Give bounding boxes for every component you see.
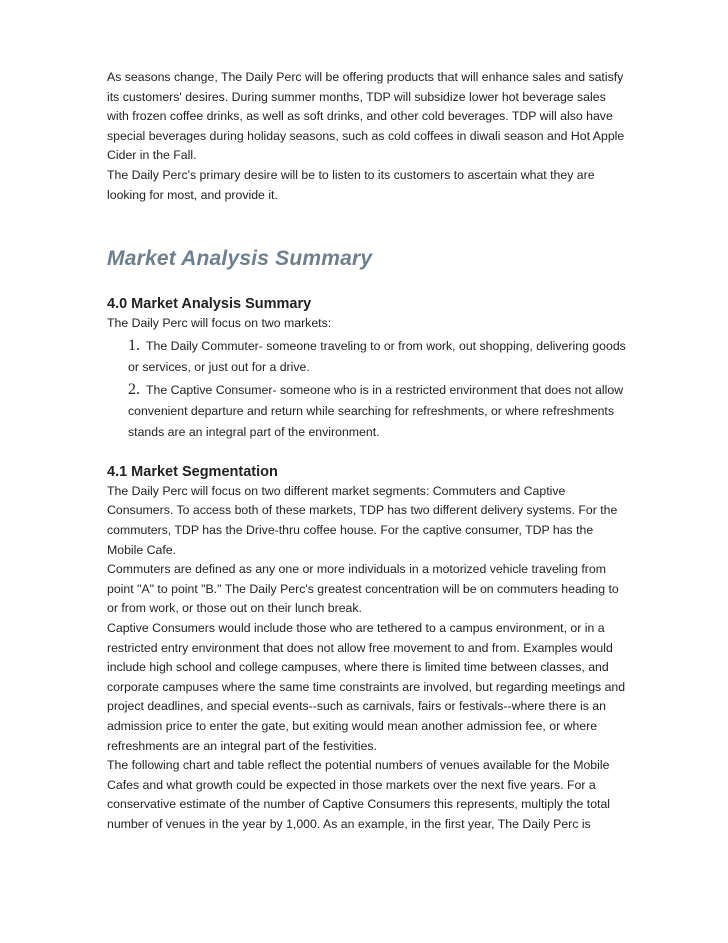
intro-paragraph: The Daily Perc's primary desire will be to listen to its customers to ascertain what they are looking for most, and provide it. — [107, 167, 595, 202]
segmentation-paragraph: The Daily Perc will focus on two different market segments: Commuters and Captive Consumers. To access both of these markets, TDP has two different delivery systems. For the commuters, TDP has the Drive-thru coffee house. For the captive consumer, TDP has the Mobile Cafe. — [107, 483, 618, 557]
list-item-text: The Captive Consumer- someone who is in a restricted environment that does not allow convenient departure and return while searching for refreshments, or where refreshments stands are an integral part of the environment. — [128, 382, 624, 440]
market-list-item — [128, 335, 627, 379]
market-list — [107, 335, 627, 444]
market-analysis-heading: 4.0 Market Analysis Summary — [107, 296, 312, 313]
intro-paragraph: As seasons change, The Daily Perc will be offering products that will enhance sales and satisfy its customers' desires. During summer months, TDP will subsidize lower hot beverage sales with frozen coffee drinks, as well as soft drinks, and other cold beverages. TDP will also have special beverages during holiday seasons, such as cold coffees in diwali season and Hot Apple Cider in the Fall. — [107, 70, 625, 163]
segmentation-paragraph: The following chart and table reflect the potential numbers of venues available for the Mobile Cafes and what growth could be expected in those markets over the next five years. For a conservative estimate of the number of Captive Consumers this represents, multiply the total number of venues in the year by 1,000. As an example, in the first year, The Daily Perc is — [107, 758, 611, 831]
list-item-text: The Daily Commuter- someone traveling to or from work, out shopping, delivering goods or services, or just out for a drive. — [128, 338, 626, 375]
market-segmentation-heading: 4.1 Market Segmentation — [107, 463, 278, 480]
list-item-number: 1. — [128, 336, 140, 354]
segmentation-paragraph: Captive Consumers would include those who are tethered to a campus environment, or in a restricted entry environment that does not allow free movement to and from. Examples would include high school and college campuses, where there is limited time between classes, and corporate campuses where the same time constraints are involved, but regarding meetings and project deadlines, and special events--such as carnivals, fairs or festivals--where there is an admission price to enter the gate, but exiting would mean another admission fee, or where refreshments are an integral part of the festivities. — [107, 620, 626, 753]
market-analysis-intro: The Daily Perc will focus on two markets: — [107, 316, 332, 331]
document-content — [107, 68, 627, 834]
section-title: Market Analysis Summary — [107, 247, 373, 271]
list-item-number: 2. — [128, 380, 140, 398]
market-list-item — [128, 379, 627, 444]
segmentation-paragraph: Commuters are defined as any one or more individuals in a motorized vehicle traveling from point "A" to point "B." The Daily Perc's greatest concentration will be on commuters heading to or from work, or those out on their lunch break. — [107, 562, 619, 616]
